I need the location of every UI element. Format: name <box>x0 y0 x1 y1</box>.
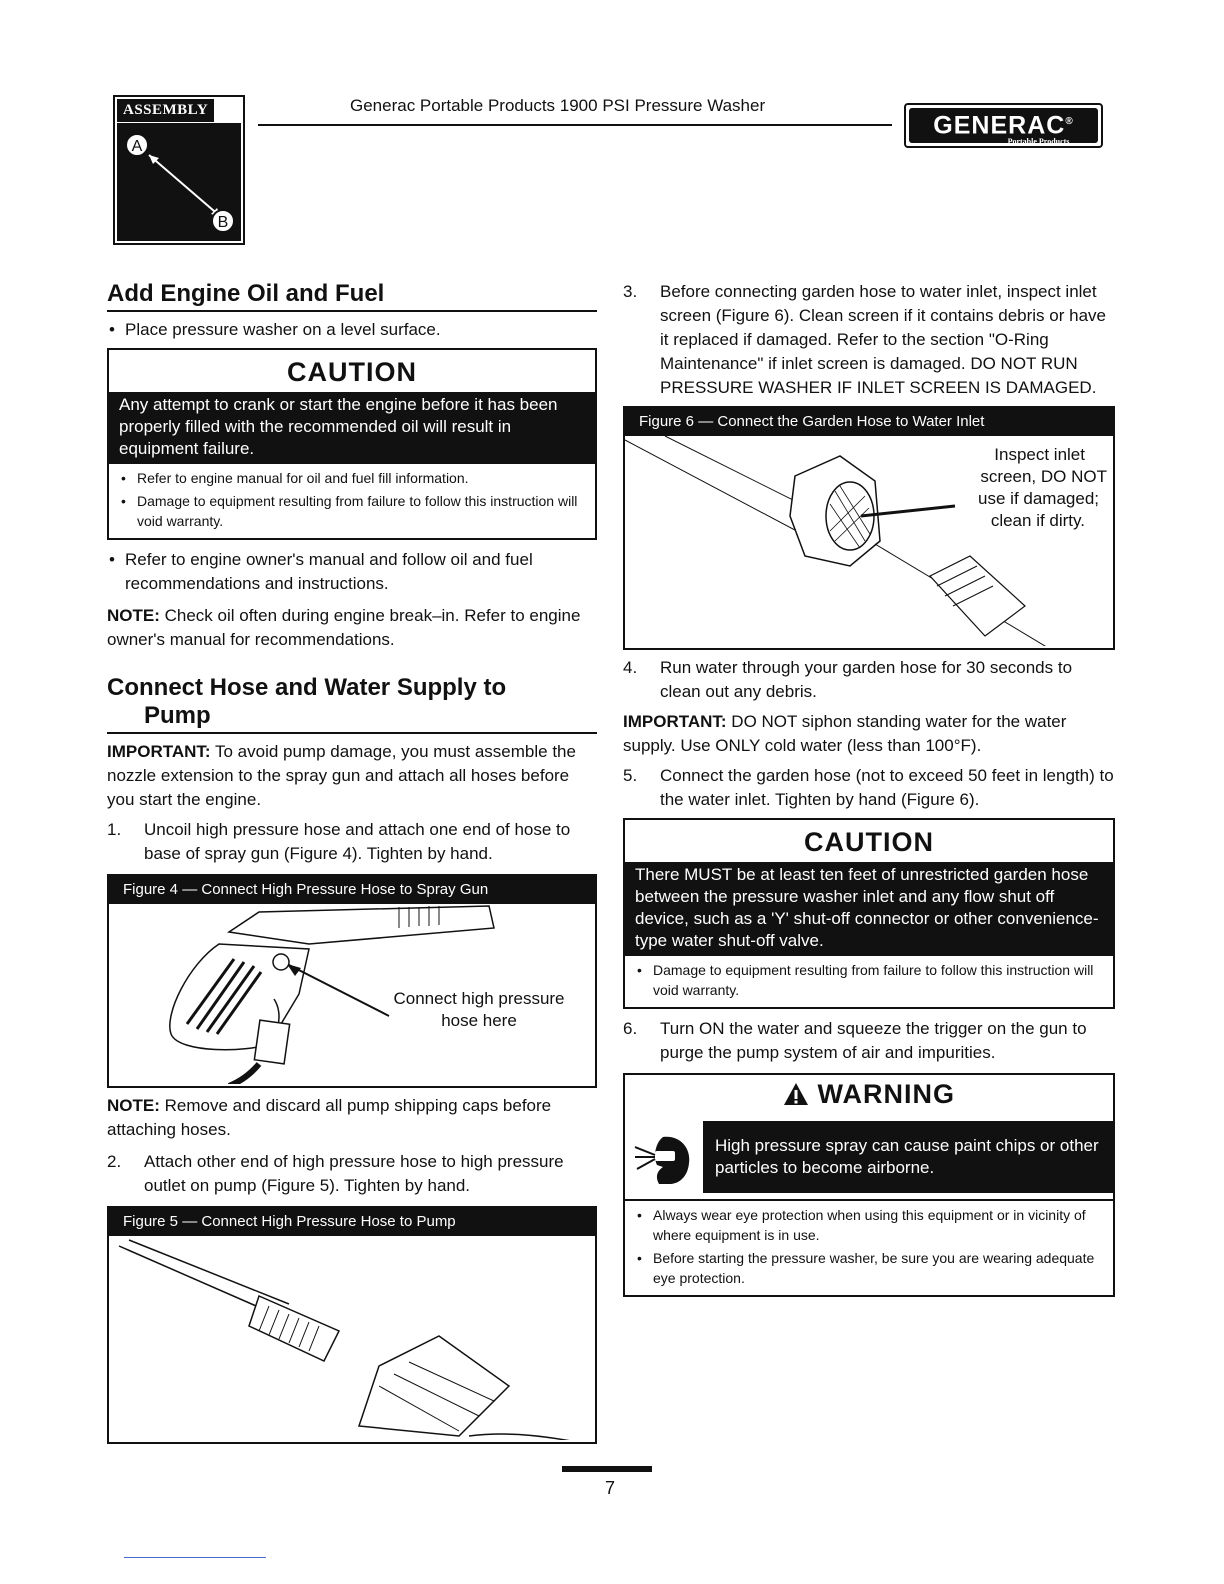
step-text: Connect the garden hose (not to exceed 50 feet in length) to the water inlet. Tighten by hand (Figure 6). <box>660 766 1114 809</box>
step-4 <box>623 656 1115 704</box>
logo-mark: ® <box>1065 116 1074 127</box>
step-text: Turn ON the water and squeeze the trigger on the gun to purge the pump system of air and impurities. <box>660 1019 1087 1062</box>
owner-manual-bullet: • Refer to engine owner's manual and follow oil and fuel recommendations and instructions. <box>107 548 597 596</box>
step-text: Run water through your garden hose for 30 seconds to clean out any debris. <box>660 658 1073 701</box>
hose-heading-line1: Connect Hose and Water Supply to <box>107 674 507 701</box>
caution-title: CAUTION <box>287 357 417 387</box>
figure-4-callout <box>379 988 579 1032</box>
footer-rule <box>124 1557 266 1558</box>
step-number: 6. <box>623 1019 638 1038</box>
note-oil <box>107 604 597 652</box>
step-text: Before connecting garden hose to water inlet, inspect inlet screen (Figure 6). Clean screen if it contains debris or have it replaced if damaged. Refer to the section "O-Ring Maintenance" if inlet screen is damaged. DO NOT RUN PRESSURE WASHER IF INLET SCREEN IS DAMAGED. <box>660 282 1106 397</box>
figure-6-caption: Figure 6 — Connect the Garden Hose to Water Inlet <box>625 408 1113 436</box>
caution-list <box>625 956 1113 1007</box>
caution-item: • Refer to engine manual for oil and fuel fill information. <box>119 468 585 488</box>
step-2 <box>107 1150 597 1198</box>
warning-box <box>623 1073 1115 1297</box>
important-label: IMPORTANT: <box>107 742 211 761</box>
warning-title: WARNING <box>817 1079 955 1109</box>
header-divider <box>258 124 892 126</box>
step-text: Attach other end of high pressure hose to high pressure outlet on pump (Figure 5). Tighten by hand. <box>144 1152 564 1195</box>
note-text: Remove and discard all pump shipping caps before attaching hoses. <box>107 1096 552 1139</box>
callout-line: use if damaged; <box>978 489 1099 508</box>
figure-4-caption: Figure 4 — Connect High Pressure Hose to Spray Gun <box>109 876 595 904</box>
warning-item: • Always wear eye protection when using this equipment or in vicinity of where equipment is in use. <box>635 1205 1103 1245</box>
page-number-bar <box>562 1466 652 1472</box>
diagram-point-a: A <box>131 138 143 155</box>
step-6 <box>623 1017 1115 1065</box>
document-title: Generac Portable Products 1900 PSI Pressure Washer <box>350 96 766 115</box>
step-3 <box>623 280 1115 400</box>
figure-6-callout <box>947 444 1107 532</box>
warning-item: • Before starting the pressure washer, be sure you are wearing adequate eye protection. <box>635 1248 1103 1288</box>
important-label: IMPORTANT: <box>623 712 727 731</box>
caution-item: • Damage to equipment resulting from failure to follow this instruction will void warranty. <box>119 491 585 531</box>
figure-6 <box>623 406 1115 650</box>
important-text: To avoid pump damage, you must assemble the nozzle extension to the spray gun and attach all hoses before you start the engine. <box>107 742 576 809</box>
callout-line: Connect high pressure <box>393 989 565 1008</box>
generac-logo <box>904 103 1103 148</box>
step-5 <box>623 764 1115 812</box>
warning-header <box>625 1075 1113 1115</box>
page-number: 7 <box>604 1478 615 1498</box>
callout-line: clean if dirty. <box>990 511 1085 530</box>
oil-fuel-heading: Add Engine Oil and Fuel <box>107 280 597 312</box>
caution-text: There MUST be at least ten feet of unrestricted garden hose between the pressure washer inlet and any flow shut off device, such as a 'Y' shut-off connector or other convenience-type water shut-off valve. <box>625 862 1113 956</box>
step-1 <box>107 818 597 866</box>
step-number: 2. <box>107 1152 122 1171</box>
eye-protection-icon <box>625 1121 705 1193</box>
step-number: 5. <box>623 766 638 785</box>
left-column <box>107 280 597 1444</box>
section-tag: ASSEMBLY <box>117 99 214 122</box>
step-number: 4. <box>623 658 638 677</box>
logo-subtitle: Portable Products <box>1007 137 1070 147</box>
pump-outlet-illustration <box>109 1236 597 1440</box>
important-text: DO NOT siphon standing water for the water supply. Use ONLY cold water (less than 100°F). <box>623 712 1067 755</box>
figure-5-caption: Figure 5 — Connect High Pressure Hose to Pump <box>109 1208 595 1236</box>
step-number: 1. <box>107 820 122 839</box>
warning-hazard-row <box>625 1121 1113 1193</box>
logo-word: GENERAC <box>933 111 1066 140</box>
hose-heading <box>107 674 597 734</box>
caution-title: CAUTION <box>804 827 934 857</box>
caution-box-oil <box>107 348 597 540</box>
caution-box-hose <box>623 818 1115 1009</box>
figure-4 <box>107 874 597 1088</box>
caution-text: Any attempt to crank or start the engine before it has been properly filled with the recommended oil will result in equipment failure. <box>109 392 595 464</box>
diagram-point-b: B <box>217 214 229 231</box>
note-text: Check oil often during engine break–in. Refer to engine owner's manual for recommendations. <box>107 606 581 649</box>
note-label: NOTE: <box>107 606 160 625</box>
hose-heading-line2: Pump <box>144 702 211 729</box>
assembly-section-badge <box>113 95 245 245</box>
callout-line: Inspect inlet <box>994 445 1085 464</box>
caution-list <box>109 464 595 538</box>
right-column <box>623 280 1115 1297</box>
important-water <box>623 710 1115 758</box>
important-pump <box>107 740 597 812</box>
note-caps <box>107 1094 597 1142</box>
warning-list <box>625 1199 1113 1295</box>
warning-triangle-icon <box>783 1082 809 1106</box>
callout-line: screen, DO NOT <box>980 467 1107 486</box>
warning-text: High pressure spray can cause paint chips or other particles to become airborne. <box>705 1121 1113 1193</box>
callout-line: hose here <box>441 1011 517 1030</box>
caution-item: • Damage to equipment resulting from failure to follow this instruction will void warranty. <box>635 960 1103 1000</box>
step-text: Uncoil high pressure hose and attach one end of hose to base of spray gun (Figure 4). Tighten by hand. <box>144 820 571 863</box>
step-number: 3. <box>623 282 638 301</box>
note-label: NOTE: <box>107 1096 160 1115</box>
level-surface-bullet: • Place pressure washer on a level surface. <box>107 318 597 342</box>
figure-5 <box>107 1206 597 1444</box>
